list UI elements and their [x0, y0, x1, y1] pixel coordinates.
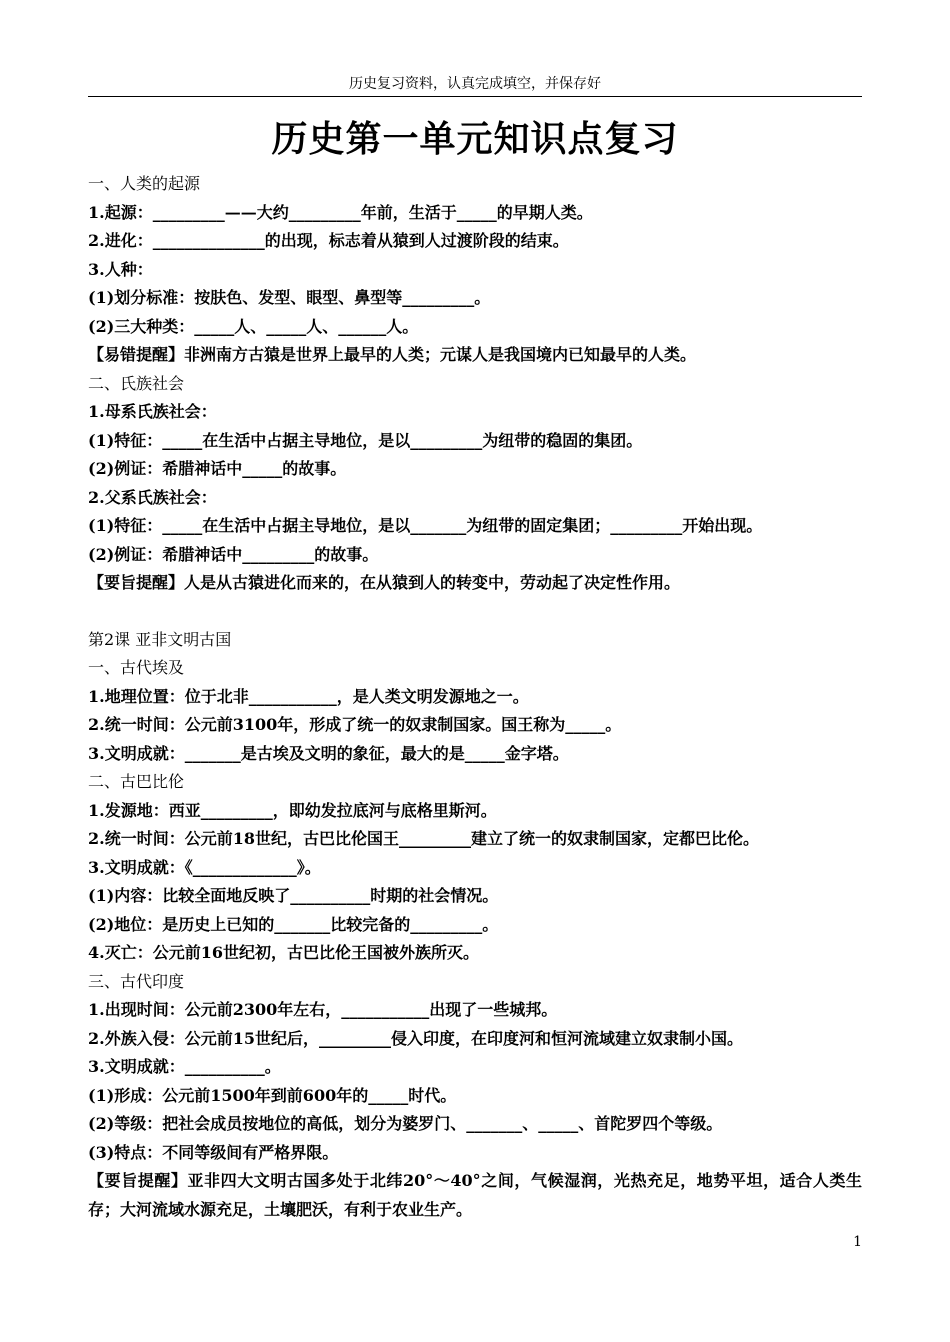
text-line: 二、氏族社会: [88, 373, 185, 393]
text-line: 2.统一时间：公元前3100年，形成了统一的奴隶制国家。国王称为_____。: [88, 715, 622, 734]
text-line: 2.外族入侵：公元前15世纪后，_________侵入印度，在印度河和恒河流域建立奴隶制小国。: [88, 1028, 743, 1048]
text-line: (3)特点：不同等级间有严格界限。: [88, 1142, 339, 1162]
section-spacer: [88, 598, 862, 626]
header-divider: [88, 96, 862, 97]
text-line: 3.文明成就：__________。: [88, 1057, 281, 1076]
page-number: 1: [853, 1234, 862, 1250]
text-line: 1.地理位置：位于北非___________，是人类文明发源地之一。: [88, 686, 529, 706]
text-line: 1.母系氏族社会：: [88, 402, 217, 421]
text-line: 第2课 亚非文明古国: [88, 629, 232, 649]
text-line: (2)等级：把社会成员按地位的高低，划分为婆罗门、_______、_____、首陀罗四个等级。: [88, 1114, 723, 1133]
text-line: (2)例证：希腊神话中_____的故事。: [88, 459, 347, 478]
text-line: 二、古巴比伦: [88, 772, 185, 791]
text-line: (1)划分标准：按肤色、发型、眼型、鼻型等_________。: [88, 288, 491, 307]
text-line: 一、人类的起源: [88, 174, 201, 193]
text-line: 1.发源地：西亚_________，即幼发拉底河与底格里斯河。: [88, 800, 497, 820]
document-body: [88, 170, 862, 1224]
text-line: 【要旨提醒】亚非四大文明古国多处于北纬20°～40°之间，气候湿润，光热充足，地势平坦，适合人类生存；大河流域水源充足，土壤肥沃，有利于农业生产。: [88, 1171, 862, 1219]
text-line: 4.灭亡：公元前16世纪初，古巴比伦王国被外族所灭。: [88, 943, 479, 962]
text-line: 3.文明成就：_______是古埃及文明的象征，最大的是_____金字塔。: [88, 743, 569, 763]
document-title: 历史第一单元知识点复习: [271, 119, 679, 160]
text-line: (2)例证：希腊神话中_________的故事。: [88, 544, 379, 564]
text-line: 【要旨提醒】人是从古猿进化而来的，在从猿到人的转变中，劳动起了决定性作用。: [88, 573, 681, 592]
text-line: (2)地位：是历史上已知的_______比较完备的_________。: [88, 914, 499, 934]
text-line: (2)三大种类：_____人、_____人、______人。: [88, 316, 419, 336]
text-line: (1)内容：比较全面地反映了__________时期的社会情况。: [88, 886, 499, 905]
text-line: 一、古代埃及: [88, 658, 185, 677]
text-line: (1)特征：_____在生活中占据主导地位，是以_______为纽带的固定集团；_________开始出现。: [88, 516, 763, 535]
text-line: 1.出现时间：公元前2300年左右，___________出现了一些城邦。: [88, 1000, 558, 1019]
running-header: 历史复习资料，认真完成填空，并保存好: [349, 76, 601, 92]
text-line: 3.人种：: [88, 259, 153, 279]
text-line: 3.文明成就：《_____________》。: [88, 857, 321, 877]
text-line: 三、古代印度: [88, 971, 185, 991]
text-line: 2.统一时间：公元前18世纪，古巴比伦国王_________建立了统一的奴隶制国家，定都巴比伦。: [88, 829, 759, 848]
text-line: 【易错提醒】非洲南方古猿是世界上最早的人类；元谋人是我国境内已知最早的人类。: [88, 345, 697, 364]
text-line: 2.进化：______________的出现，标志着从猿到人过渡阶段的结束。: [88, 231, 569, 250]
text-line: (1)形成：公元前1500年到前600年的_____时代。: [88, 1085, 457, 1105]
text-line: 2.父系氏族社会：: [88, 487, 217, 507]
text-line: 1.起源：_________——大约_________年前，生活于_____的早期人类。: [88, 202, 593, 222]
text-line: (1)特征：_____在生活中占据主导地位，是以_________为纽带的稳固的集团。: [88, 430, 643, 450]
